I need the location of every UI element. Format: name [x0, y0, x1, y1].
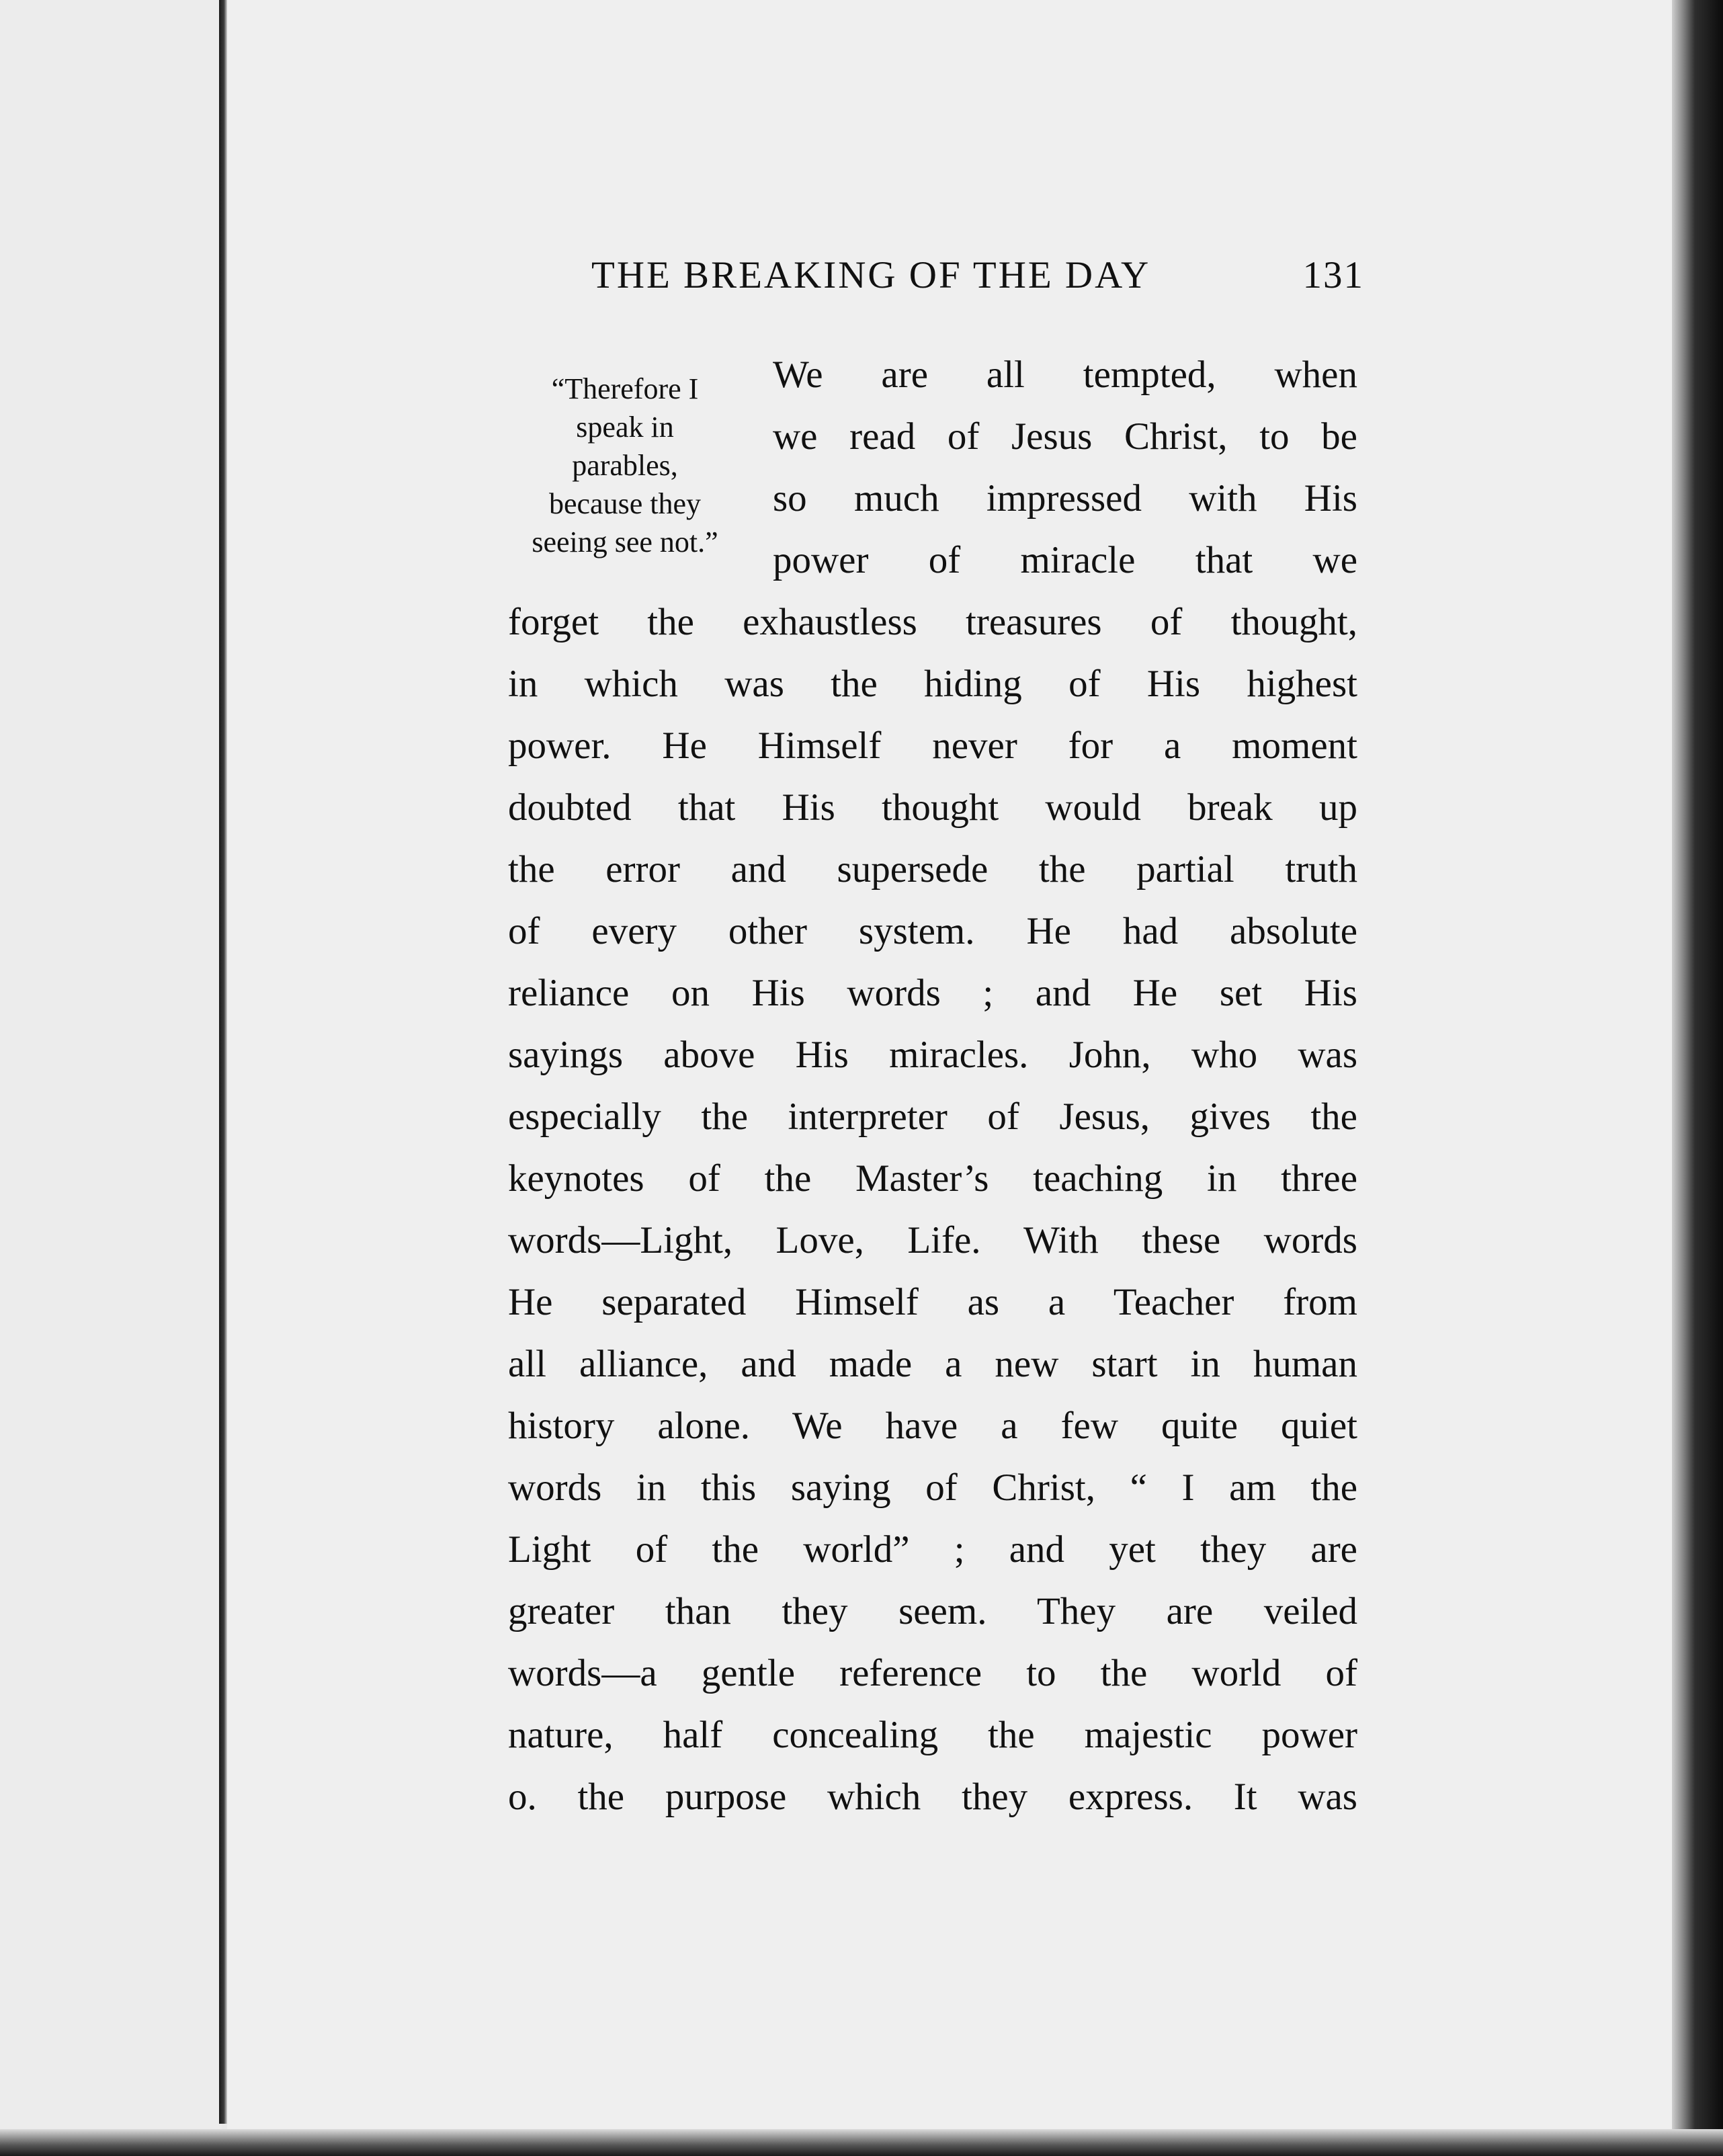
- text-line: We are all tempted, when: [773, 354, 1357, 396]
- text-line: words in this saying of Christ, “ I am the: [508, 1466, 1357, 1509]
- text-line: power. He Himself never for a moment: [508, 724, 1357, 767]
- text-line: all alliance, and made a new start in human: [508, 1343, 1357, 1385]
- text-line: forget the exhaustless treasures of thought,: [508, 601, 1357, 643]
- text-line: power of miracle that we: [773, 539, 1357, 581]
- running-head: [591, 249, 1364, 302]
- facing-page-margin: [0, 0, 222, 2156]
- text-line: in which was the hiding of His highest: [508, 663, 1357, 705]
- page-number: 131: [1302, 254, 1364, 296]
- text-line: words—Light, Love, Life. With these words: [508, 1219, 1357, 1261]
- text-line: keynotes of the Master’s teaching in three: [508, 1157, 1357, 1200]
- text-line: words—a gentle reference to the world of: [508, 1652, 1357, 1694]
- text-line: reliance on His words ; and He set His: [508, 972, 1357, 1014]
- text-line: He separated Himself as a Teacher from: [508, 1281, 1357, 1323]
- text-line: doubted that His thought would break up: [508, 786, 1357, 829]
- marginal-note-line: seeing see not.”: [532, 526, 718, 558]
- scan-bottom-edge: [0, 2129, 1723, 2156]
- marginal-note: [497, 370, 753, 561]
- marginal-note-line: because they: [549, 487, 701, 520]
- text-line: greater than they seem. They are veiled: [508, 1590, 1357, 1632]
- text-line: history alone. We have a few quite quiet: [508, 1405, 1357, 1447]
- text-line: of every other system. He had absolute: [508, 910, 1357, 952]
- page-edge-shadow: [1672, 0, 1723, 2156]
- text-line: we read of Jesus Christ, to be: [773, 415, 1357, 458]
- text-line: especially the interpreter of Jesus, gives the: [508, 1095, 1357, 1138]
- text-line: o. the purpose which they express. It was: [508, 1776, 1357, 1818]
- gutter-shadow: [219, 0, 227, 2124]
- text-line: nature, half concealing the majestic power: [508, 1714, 1357, 1756]
- running-head-title: THE BREAKING OF THE DAY: [591, 254, 1151, 296]
- text-line: the error and supersede the partial truth: [508, 848, 1357, 890]
- text-line: so much impressed with His: [773, 477, 1357, 520]
- marginal-note-line: speak in: [576, 411, 674, 444]
- marginal-note-line: parables,: [572, 449, 678, 482]
- text-line: sayings above His miracles. John, who was: [508, 1034, 1357, 1076]
- marginal-note-line: “Therefore I: [551, 372, 699, 405]
- text-line: Light of the world” ; and yet they are: [508, 1528, 1357, 1571]
